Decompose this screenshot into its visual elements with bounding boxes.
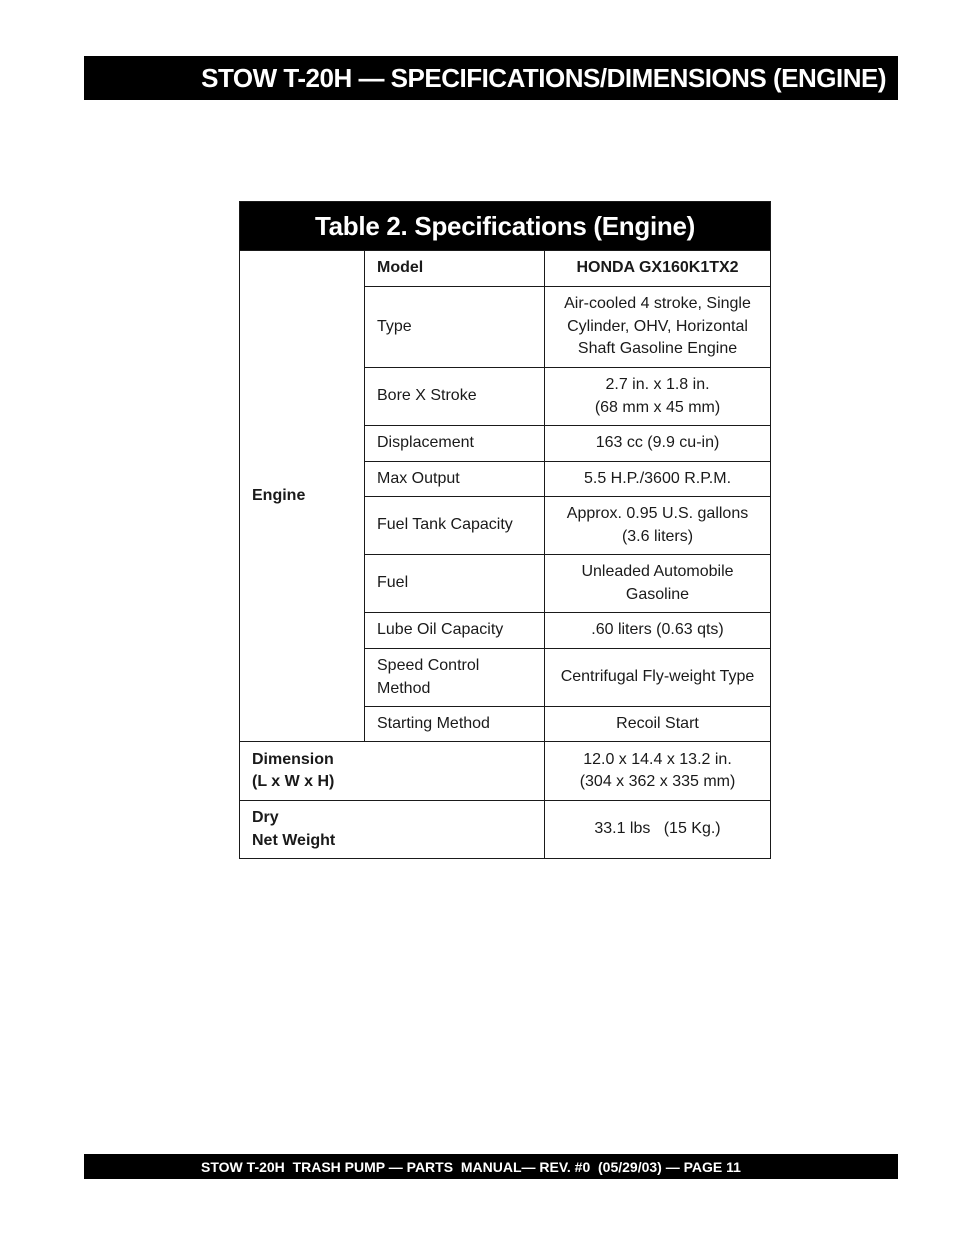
- spec-param: Bore X Stroke: [365, 368, 545, 426]
- weight-label: Dry Net Weight: [240, 801, 545, 859]
- spec-value: Approx. 0.95 U.S. gallons (3.6 liters): [545, 497, 771, 555]
- spec-param: Displacement: [365, 426, 545, 462]
- spec-param: Model: [365, 251, 545, 287]
- spec-value: .60 liters (0.63 qts): [545, 613, 771, 649]
- table-row: [240, 251, 771, 287]
- spec-value: 5.5 H.P./3600 R.P.M.: [545, 462, 771, 497]
- spec-param: Max Output: [365, 462, 545, 497]
- spec-param: Lube Oil Capacity: [365, 613, 545, 649]
- spec-param: Speed Control Method: [365, 649, 545, 707]
- page-footer: [84, 1154, 898, 1179]
- dimension-value: 12.0 x 14.4 x 13.2 in. (304 x 362 x 335 mm): [545, 742, 771, 801]
- spec-param: Starting Method: [365, 707, 545, 742]
- weight-value: 33.1 lbs (15 Kg.): [545, 801, 771, 859]
- engine-specifications-table: [239, 201, 771, 859]
- page-header: [84, 56, 898, 100]
- page-title: STOW T-20H — SPECIFICATIONS/DIMENSIONS (ENGINE): [201, 62, 886, 93]
- spec-param: Type: [365, 287, 545, 368]
- spec-value: Unleaded Automobile Gasoline: [545, 555, 771, 613]
- spec-value: HONDA GX160K1TX2: [545, 251, 771, 287]
- table-row: [240, 742, 771, 801]
- spec-value: Air-cooled 4 stroke, Single Cylinder, OHV, Horizontal Shaft Gasoline Engine: [545, 287, 771, 368]
- spec-param: Fuel Tank Capacity: [365, 497, 545, 555]
- spec-value: Centrifugal Fly-weight Type: [545, 649, 771, 707]
- table-title: Table 2. Specifications (Engine): [240, 202, 771, 251]
- footer-text: STOW T-20H TRASH PUMP — PARTS MANUAL— REV. #0 (05/29/03) — PAGE 11: [201, 1158, 741, 1175]
- dimension-label: Dimension (L x W x H): [240, 742, 545, 801]
- spec-value: 2.7 in. x 1.8 in. (68 mm x 45 mm): [545, 368, 771, 426]
- spec-value: 163 cc (9.9 cu-in): [545, 426, 771, 462]
- table-row: [240, 801, 771, 859]
- spec-value: Recoil Start: [545, 707, 771, 742]
- engine-group-label: Engine: [240, 251, 365, 742]
- spec-param: Fuel: [365, 555, 545, 613]
